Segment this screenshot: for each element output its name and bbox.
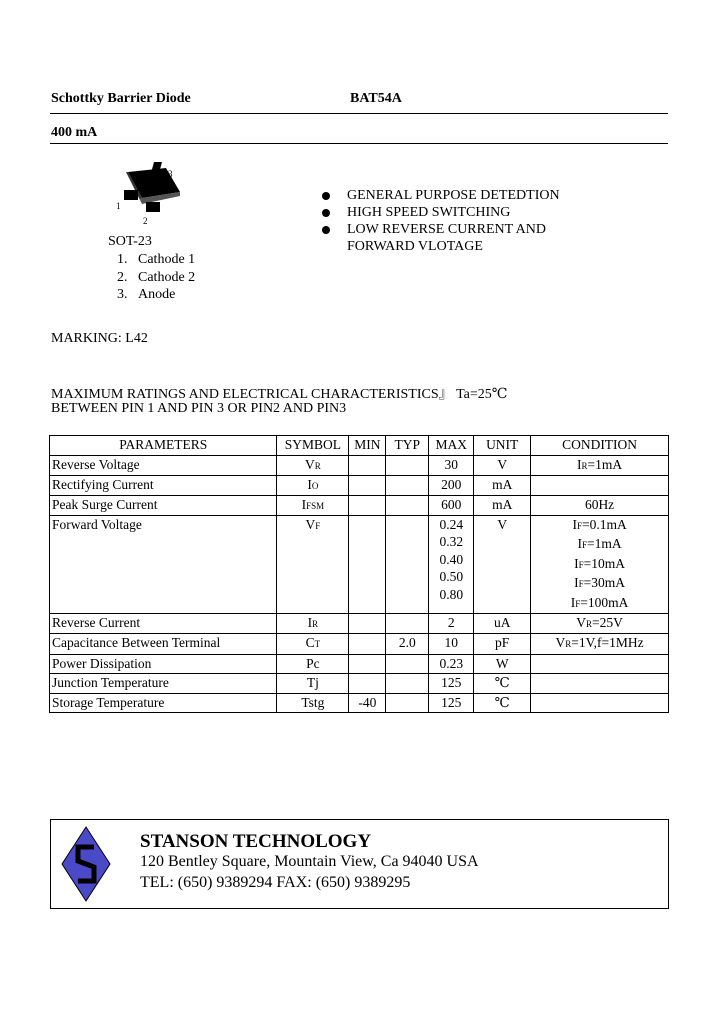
max-cell bbox=[429, 634, 474, 654]
condition-symbol: I bbox=[572, 516, 577, 532]
max-value: 0.80 bbox=[439, 586, 464, 602]
max-value: 125 bbox=[441, 694, 462, 710]
ratings-table bbox=[49, 435, 669, 713]
pin-item: 3. Anode bbox=[117, 287, 176, 302]
max-cell bbox=[429, 475, 474, 495]
column-header: MIN bbox=[349, 436, 386, 456]
max-value: 0.40 bbox=[439, 551, 464, 567]
condition-symbol: I bbox=[574, 555, 579, 571]
symbol-cell bbox=[277, 654, 349, 674]
symbol-text: Tj bbox=[306, 675, 319, 691]
min-cell bbox=[349, 654, 386, 674]
condition-line bbox=[533, 574, 666, 593]
stanson-s-logo-icon bbox=[60, 825, 112, 903]
typ-cell: 2.0 bbox=[386, 634, 429, 654]
param-cell: Reverse Current bbox=[50, 613, 277, 633]
min-cell bbox=[349, 515, 386, 613]
condition-value: =100mA bbox=[580, 594, 629, 610]
condition-symbol: I bbox=[570, 594, 576, 610]
symbol-cell bbox=[277, 693, 349, 713]
symbol-text: V bbox=[305, 456, 315, 472]
condition-cell bbox=[531, 613, 669, 633]
condition-line bbox=[533, 516, 666, 535]
max-value: 10 bbox=[444, 635, 458, 651]
condition-subscript: F bbox=[576, 520, 582, 531]
condition-line bbox=[533, 634, 666, 653]
min-cell bbox=[349, 634, 386, 654]
max-value: 200 bbox=[441, 476, 462, 492]
condition-cell bbox=[531, 654, 669, 674]
condition-symbol: I bbox=[577, 536, 582, 552]
max-cell bbox=[429, 613, 474, 633]
symbol-text: Pc bbox=[306, 655, 320, 671]
condition-subscript: F bbox=[582, 540, 588, 551]
condition-subscript: F bbox=[578, 579, 584, 590]
unit-cell: V bbox=[474, 515, 531, 613]
ratings-heading: MAXIMUM RATINGS AND ELECTRICAL CHARACTERISTICS』 Ta=25℃ bbox=[51, 387, 508, 402]
table-row bbox=[50, 654, 669, 674]
condition-line bbox=[533, 555, 666, 574]
condition-cell bbox=[531, 674, 669, 694]
symbol-text: I bbox=[307, 476, 312, 492]
pin-label-2: 2 bbox=[143, 216, 148, 226]
param-cell: Power Dissipation bbox=[50, 654, 277, 674]
param-cell: Junction Temperature bbox=[50, 674, 277, 694]
typ-cell bbox=[386, 693, 429, 713]
typ-cell bbox=[386, 455, 429, 475]
symbol-cell bbox=[277, 613, 349, 633]
max-value: 0.32 bbox=[439, 534, 464, 550]
symbol-text: Tstg bbox=[301, 694, 325, 710]
bullet-icon bbox=[322, 226, 330, 234]
package-name: SOT-23 bbox=[108, 234, 152, 249]
condition-symbol: V bbox=[555, 635, 566, 651]
sot23-package-icon bbox=[110, 162, 190, 226]
current-rating: 400 mA bbox=[51, 125, 98, 140]
pin-label-3: 3 bbox=[168, 169, 173, 179]
param-cell: Capacitance Between Terminal bbox=[50, 634, 277, 654]
ratings-subheading: BETWEEN PIN 1 AND PIN 3 OR PIN2 AND PIN3 bbox=[51, 401, 347, 416]
condition-value: =25V bbox=[592, 614, 623, 630]
param-cell: Rectifying Current bbox=[50, 475, 277, 495]
header-rule-top bbox=[50, 113, 668, 114]
symbol-subscript: T bbox=[314, 639, 321, 650]
pin-item: 2. Cathode 2 bbox=[117, 269, 196, 285]
max-cell bbox=[429, 455, 474, 475]
unit-cell: ℃ bbox=[474, 674, 531, 694]
param-cell: Peak Surge Current bbox=[50, 495, 277, 515]
bullet-icon bbox=[322, 192, 330, 200]
condition-cell bbox=[531, 455, 669, 475]
unit-cell: pF bbox=[474, 634, 531, 654]
marking: MARKING: L42 bbox=[51, 331, 148, 346]
symbol-text: I bbox=[307, 614, 313, 630]
max-value: 0.23 bbox=[439, 655, 464, 671]
condition-subscript: F bbox=[578, 559, 584, 570]
company-address: 120 Bentley Square, Mountain View, Ca 94040 USA bbox=[140, 853, 479, 870]
unit-cell: V bbox=[474, 455, 531, 475]
column-header: TYP bbox=[386, 436, 429, 456]
condition-line bbox=[533, 496, 666, 513]
max-value: 0.50 bbox=[439, 569, 464, 585]
column-header: PARAMETERS bbox=[50, 436, 277, 456]
max-cell bbox=[429, 654, 474, 674]
column-header: UNIT bbox=[474, 436, 531, 456]
symbol-subscript: F bbox=[315, 520, 321, 531]
condition-value: =10mA bbox=[583, 555, 626, 571]
max-cell bbox=[429, 693, 474, 713]
symbol-cell bbox=[277, 515, 349, 613]
max-value: 600 bbox=[441, 496, 462, 512]
condition-value: =1mA bbox=[587, 536, 622, 552]
max-value: 2 bbox=[447, 614, 455, 630]
column-header: SYMBOL bbox=[277, 436, 349, 456]
condition-cell bbox=[531, 634, 669, 654]
condition-line bbox=[533, 594, 666, 613]
symbol-text: V bbox=[305, 516, 316, 532]
max-cell bbox=[429, 674, 474, 694]
condition-value: =30mA bbox=[583, 575, 626, 591]
symbol-cell bbox=[277, 495, 349, 515]
max-value: 125 bbox=[441, 675, 462, 691]
table-row bbox=[50, 515, 669, 613]
param-cell: Forward Voltage bbox=[50, 515, 277, 613]
column-header: CONDITION bbox=[531, 436, 669, 456]
unit-cell: mA bbox=[474, 475, 531, 495]
pin-item: 1. Cathode 1 bbox=[117, 252, 196, 267]
symbol-cell bbox=[277, 634, 349, 654]
header-rule-bottom bbox=[50, 143, 668, 144]
min-cell bbox=[349, 674, 386, 694]
symbol-subscript: O bbox=[311, 480, 319, 491]
condition-value: =0.1mA bbox=[581, 516, 627, 532]
pin-label-1: 1 bbox=[116, 201, 121, 211]
max-cell bbox=[429, 495, 474, 515]
typ-cell bbox=[386, 613, 429, 633]
min-cell bbox=[349, 495, 386, 515]
condition-symbol: I bbox=[577, 456, 582, 472]
unit-cell: uA bbox=[474, 613, 531, 633]
symbol-cell bbox=[277, 674, 349, 694]
condition-cell bbox=[531, 515, 669, 613]
table-row bbox=[50, 693, 669, 713]
table-row bbox=[50, 613, 669, 633]
condition-value: =1mA bbox=[587, 456, 623, 472]
max-cell bbox=[429, 515, 474, 613]
min-cell bbox=[349, 613, 386, 633]
condition-subscript: R bbox=[586, 618, 593, 629]
typ-cell bbox=[386, 495, 429, 515]
symbol-text: I bbox=[301, 496, 307, 512]
table-row bbox=[50, 674, 669, 694]
table-row bbox=[50, 634, 669, 654]
condition-symbol: I bbox=[574, 575, 579, 591]
unit-cell: mA bbox=[474, 495, 531, 515]
typ-cell bbox=[386, 515, 429, 613]
condition-symbol: 60Hz bbox=[584, 496, 615, 512]
typ-cell bbox=[386, 475, 429, 495]
condition-subscript: F bbox=[575, 598, 581, 609]
typ-cell bbox=[386, 674, 429, 694]
condition-subscript: R bbox=[565, 639, 572, 650]
company-footer bbox=[50, 819, 669, 909]
column-header: MAX bbox=[429, 436, 474, 456]
symbol-cell bbox=[277, 475, 349, 495]
table-row bbox=[50, 495, 669, 515]
condition-subscript: R bbox=[581, 460, 588, 471]
condition-symbol: V bbox=[576, 614, 586, 630]
unit-cell: ℃ bbox=[474, 693, 531, 713]
condition-cell bbox=[531, 495, 669, 515]
param-cell: Storage Temperature bbox=[50, 693, 277, 713]
pin-list bbox=[108, 251, 195, 304]
min-cell bbox=[349, 475, 386, 495]
symbol-subscript: R bbox=[312, 618, 319, 629]
part-number: BAT54A bbox=[350, 91, 402, 106]
symbol-text: C bbox=[305, 635, 315, 651]
table-row bbox=[50, 475, 669, 495]
symbol-subscript: R bbox=[314, 460, 321, 471]
condition-cell bbox=[531, 693, 669, 713]
min-cell: -40 bbox=[349, 693, 386, 713]
company-name: STANSON TECHNOLOGY bbox=[140, 831, 372, 852]
product-type: Schottky Barrier Diode bbox=[51, 91, 191, 106]
condition-value: =1V,f=1MHz bbox=[571, 635, 644, 651]
typ-cell bbox=[386, 654, 429, 674]
bullet-icon bbox=[322, 209, 330, 217]
max-value: 0.24 bbox=[439, 516, 464, 532]
condition-cell bbox=[531, 475, 669, 495]
min-cell bbox=[349, 455, 386, 475]
condition-line bbox=[533, 456, 666, 475]
condition-line bbox=[533, 535, 666, 554]
symbol-cell bbox=[277, 455, 349, 475]
condition-line bbox=[533, 614, 666, 633]
param-cell: Reverse Voltage bbox=[50, 455, 277, 475]
company-contact: TEL: (650) 9389294 FAX: (650) 9389295 bbox=[140, 874, 411, 891]
unit-cell: W bbox=[474, 654, 531, 674]
symbol-subscript: FSM bbox=[306, 500, 325, 511]
table-header-row bbox=[50, 436, 669, 456]
max-value: 30 bbox=[444, 456, 458, 472]
table-row bbox=[50, 455, 669, 475]
